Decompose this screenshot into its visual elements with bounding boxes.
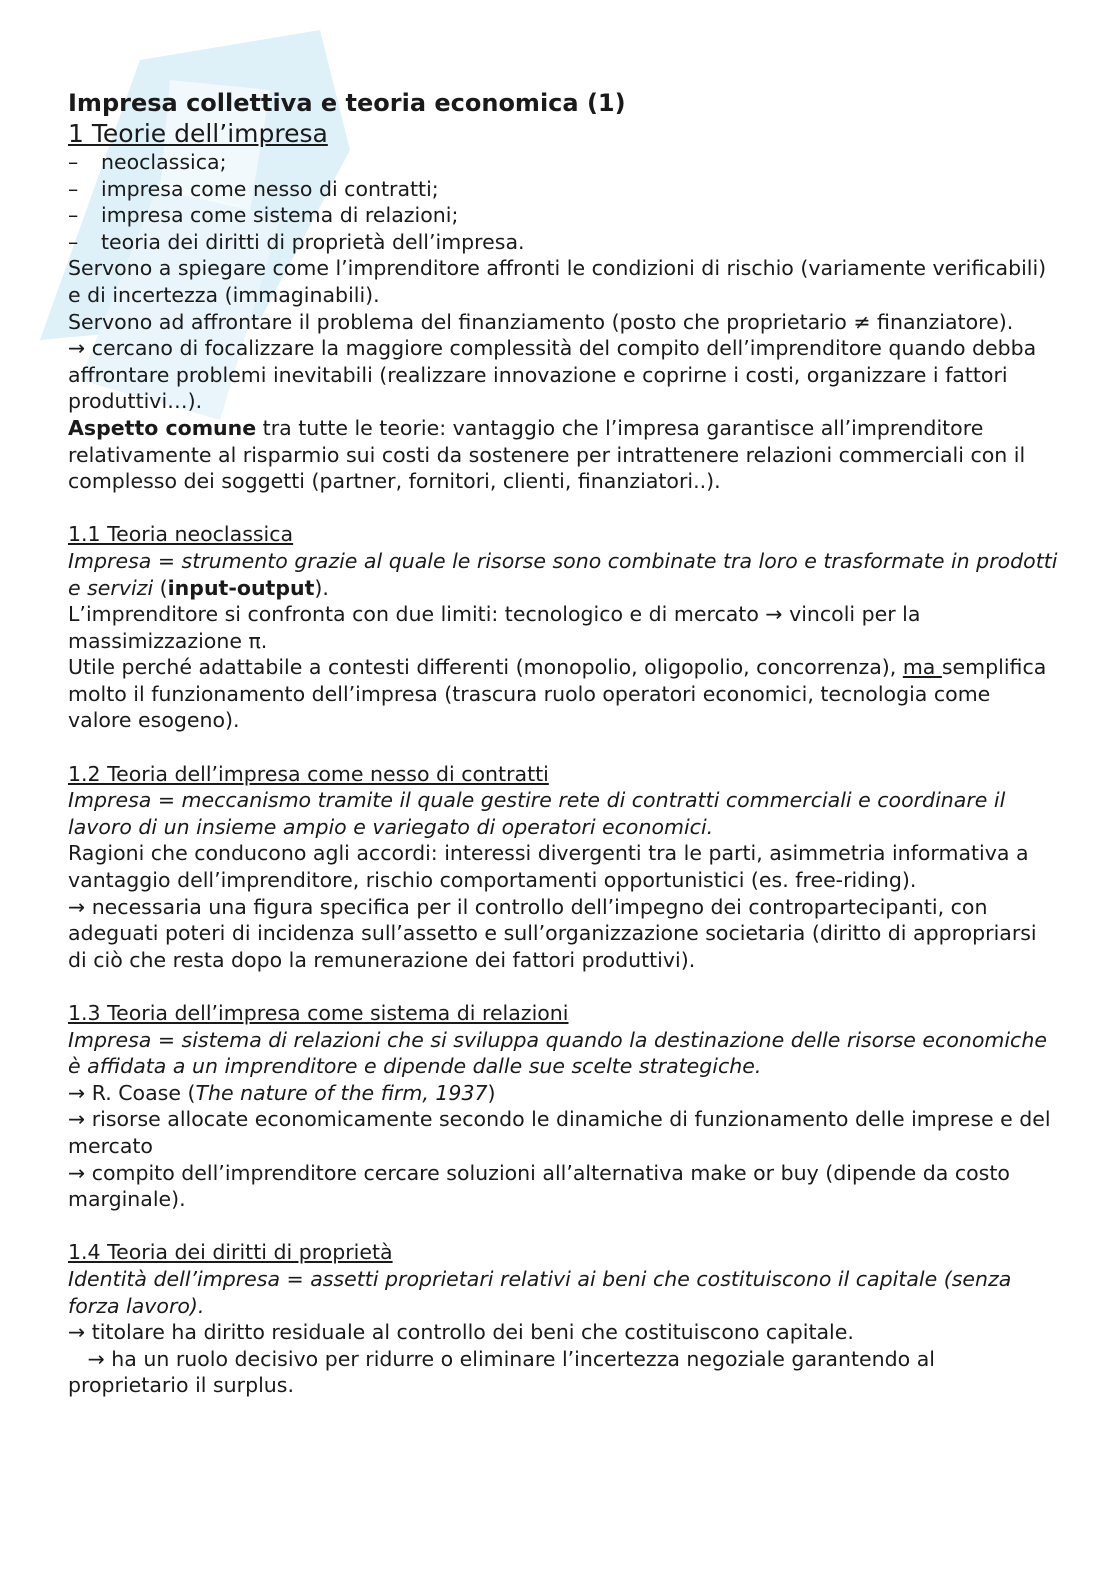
dash-marker: – [68, 176, 79, 201]
paragraph-text: semplifica molto il funzionamento dell’impresa (trascura ruolo operatori economici, tecnologia come valore esogeno). [68, 655, 1047, 733]
list-item [68, 202, 1058, 229]
section-1-heading: 1 Teorie dell’impresa [68, 119, 328, 148]
paragraph: → titolare ha diritto residuale al controllo dei beni che costituiscono capitale. [68, 1320, 854, 1345]
definition [68, 787, 1058, 840]
paren-close: ). [314, 575, 329, 600]
list-item [68, 149, 1058, 176]
bold-term: Aspetto comune [68, 415, 257, 440]
document-page [68, 88, 1058, 1399]
paragraph: → risorse allocate economicamente secondo le dinamiche di funzionamento delle imprese e del mercato [68, 1107, 1051, 1158]
paragraph: L’imprenditore si confronta con due limiti: tecnologico e di mercato → vincoli per la massimizzazione π. [68, 602, 921, 653]
section-1-2-heading: 1.2 Teoria dell’impresa come nesso di contratti [68, 761, 549, 786]
citation-title: The nature of the firm, 1937 [195, 1080, 488, 1105]
underlined-word: ma [902, 655, 942, 680]
dash-marker: – [68, 229, 79, 254]
paragraph [68, 654, 1058, 734]
definition-text: Identità dell’impresa = assetti proprietari relativi ai beni che costituiscono il capitale (senza forza lavoro). [68, 1266, 1012, 1318]
paragraph-text: tra tutte le teorie: vantaggio che l’impresa garantisce all’imprenditore relativamente al risparmio sui costi da sostenere per intrattenere relazioni commerciali con il complesso dei soggetti (partner, fornitori, clienti, finanziatori..). [68, 415, 1026, 494]
paragraph [68, 415, 1058, 495]
list-item-text: teoria dei diritti di proprietà dell’impresa. [101, 229, 525, 254]
list-item-text: impresa come sistema di relazioni; [101, 203, 459, 228]
definition [68, 1027, 1058, 1080]
paragraph-text: Utile perché adattabile a contesti differenti (monopolio, oligopolio, concorrenza), [68, 655, 903, 680]
theories-list [68, 149, 1058, 255]
list-item-text: impresa come nesso di contratti; [101, 176, 439, 201]
definition [68, 1266, 1058, 1319]
list-item [68, 176, 1058, 203]
definition [68, 548, 1058, 601]
section-1-4-heading: 1.4 Teoria dei diritti di proprietà [68, 1240, 393, 1265]
definition-text: Impresa = sistema di relazioni che si sviluppa quando la destinazione delle risorse economiche è affidata a un imprenditore e dipende dalle sue scelte strategiche. [68, 1027, 1047, 1079]
section-1-3-heading: 1.3 Teoria dell’impresa come sistema di relazioni [68, 1001, 569, 1025]
list-item [68, 229, 1058, 256]
paragraph: → cercano di focalizzare la maggiore complessità del compito dell’imprenditore quando debba affrontare problemi inevitabili (realizzare innovazione e coprirne i costi, organizzare i fattori produttivi…). [68, 336, 1037, 414]
section-1-1-heading: 1.1 Teoria neoclassica [68, 522, 294, 547]
paragraph: → compito dell’imprenditore cercare soluzioni all’alternativa make or buy (dipende da costo marginale). [68, 1160, 1010, 1212]
paragraph [68, 1080, 1058, 1107]
list-item-text: neoclassica; [101, 150, 227, 174]
paragraph-text: ) [487, 1080, 496, 1105]
dash-marker: – [68, 203, 79, 228]
bold-term: input-output [167, 575, 315, 600]
paragraph: → ha un ruolo decisivo per ridurre o eliminare l’incertezza negoziale garantendo al proprietario il surplus. [68, 1346, 942, 1398]
document-title: Impresa collettiva e teoria economica (1) [68, 89, 626, 117]
paragraph: Servono ad affrontare il problema del finanziamento (posto che proprietario ≠ finanziatore). [68, 309, 1014, 334]
dash-marker: – [68, 150, 79, 174]
paragraph: Ragioni che conducono agli accordi: interessi divergenti tra le parti, asimmetria informativa a vantaggio dell’imprenditore, rischio comportamenti opportunistici (es. free-riding). [68, 841, 1029, 893]
paragraph-text: → R. Coase ( [68, 1080, 196, 1105]
definition-text: Impresa = meccanismo tramite il quale gestire rete di contratti commerciali e coordinare il lavoro di un insieme ampio e variegato di operatori economici. [68, 788, 1006, 839]
paragraph: Servono a spiegare come l’imprenditore affronti le condizioni di rischio (variamente verificabili) e di incertezza (immaginabili). [68, 256, 1047, 307]
definition-text: Impresa = strumento grazie al quale le risorse sono combinate tra loro e trasformate in prodotti e servizi [68, 548, 1058, 600]
paren-open: ( [153, 575, 168, 600]
paragraph: → necessaria una figura specifica per il controllo dell’impegno dei contropartecipanti, con adeguati poteri di incidenza sull’assetto e sull’organizzazione societaria (diritto di appropriarsi di ciò che resta dopo la remunerazione dei fattori produttivi). [68, 894, 1037, 972]
